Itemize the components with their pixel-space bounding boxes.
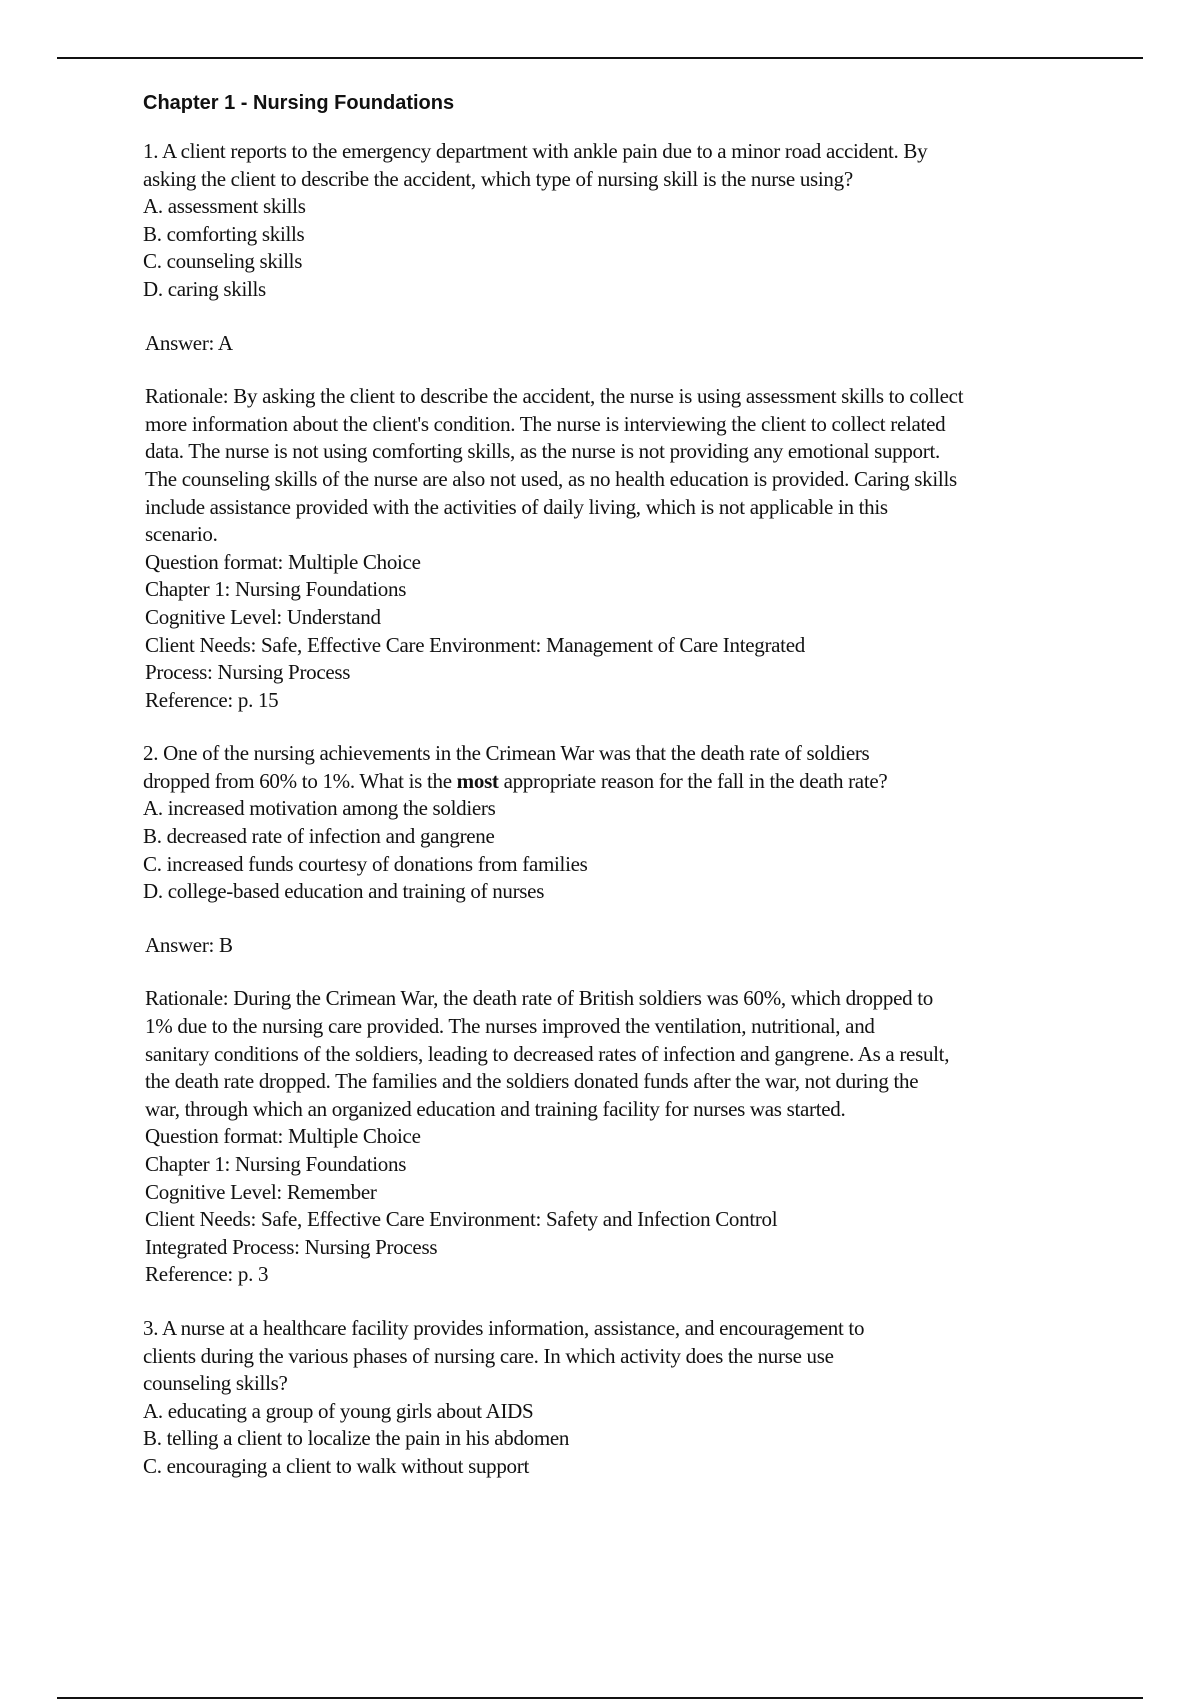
bottom-rule <box>57 1697 1143 1699</box>
cognitive-level: Cognitive Level: Understand <box>145 604 381 629</box>
option-a: A. increased motivation among the soldiers <box>143 796 496 821</box>
option-a: A. educating a group of young girls about AIDS <box>143 1398 534 1423</box>
top-rule <box>57 57 1143 59</box>
rationale-line: war, through which an organized education and training facility for nurses was started. <box>145 1096 846 1121</box>
cognitive-level: Cognitive Level: Remember <box>145 1179 377 1204</box>
stem-text: dropped from 60% to 1%. What is the <box>143 768 457 793</box>
rationale-line: The counseling skills of the nurse are also not used, as no health education is provided. Caring skills <box>145 466 957 491</box>
chapter-ref: Chapter 1: Nursing Foundations <box>145 577 407 602</box>
question-format: Question format: Multiple Choice <box>145 1124 421 1149</box>
option-c: C. counseling skills <box>143 249 303 274</box>
rationale-line: Rationale: During the Crimean War, the death rate of British soldiers was 60%, which dropped to <box>145 986 933 1011</box>
rationale-line: include assistance provided with the activities of daily living, which is not applicable in this <box>145 494 888 519</box>
question-stem-line <box>143 768 1073 796</box>
client-needs: Client Needs: Safe, Effective Care Environment: Safety and Infection Control <box>145 1207 778 1232</box>
question-1 <box>143 138 1073 304</box>
rationale-line: 1% due to the nursing care provided. The nurses improved the ventilation, nutritional, and <box>145 1014 875 1039</box>
rationale-line: data. The nurse is not using comforting skills, as the nurse is not providing any emotional support. <box>145 439 940 464</box>
option-b: B. telling a client to localize the pain in his abdomen <box>143 1426 570 1451</box>
rationale-1 <box>143 383 1073 714</box>
rationale-line: sanitary conditions of the soldiers, leading to decreased rates of infection and gangrene. As a result, <box>145 1041 950 1066</box>
answer-1: Answer: A <box>145 330 233 355</box>
reference: Reference: p. 15 <box>145 687 279 712</box>
question-3 <box>143 1315 1073 1481</box>
question-list <box>143 138 1073 1481</box>
question-stem-line: 3. A nurse at a healthcare facility provides information, assistance, and encouragement to <box>143 1315 865 1340</box>
option-b: B. decreased rate of infection and gangrene <box>143 824 495 849</box>
question-format: Question format: Multiple Choice <box>145 549 421 574</box>
option-a: A. assessment skills <box>143 194 306 219</box>
client-needs: Client Needs: Safe, Effective Care Environment: Management of Care Integrated <box>145 632 805 657</box>
rationale-line: the death rate dropped. The families and the soldiers donated funds after the war, not during the <box>145 1069 919 1094</box>
rationale-line: more information about the client's condition. The nurse is interviewing the client to collect related <box>145 411 946 436</box>
question-stem-line: asking the client to describe the accident, which type of nursing skill is the nurse using? <box>143 166 853 191</box>
question-stem-line: clients during the various phases of nursing care. In which activity does the nurse use <box>143 1343 834 1368</box>
question-stem-line: counseling skills? <box>143 1371 288 1396</box>
question-2 <box>143 740 1073 906</box>
option-d: D. college-based education and training of nurses <box>143 879 545 904</box>
rationale-line: scenario. <box>145 522 218 547</box>
chapter-title: Chapter 1 - Nursing Foundations <box>143 92 455 114</box>
reference: Reference: p. 3 <box>145 1262 269 1287</box>
chapter-ref: Chapter 1: Nursing Foundations <box>145 1152 407 1176</box>
option-c: C. encouraging a client to walk without support <box>143 1453 529 1478</box>
option-c: C. increased funds courtesy of donations from families <box>143 851 588 876</box>
rationale-line: Rationale: By asking the client to describe the accident, the nurse is using assessment skills to collect <box>145 384 964 409</box>
option-d: D. caring skills <box>143 276 266 301</box>
question-stem-line: 1. A client reports to the emergency department with ankle pain due to a minor road accident. By <box>143 139 928 163</box>
answer-2: Answer: B <box>145 932 233 957</box>
rationale-2 <box>143 985 1073 1289</box>
option-b: B. comforting skills <box>143 221 305 246</box>
question-stem-line: 2. One of the nursing achievements in the Crimean War was that the death rate of soldiers <box>143 741 870 766</box>
process: Process: Nursing Process <box>145 660 351 685</box>
page-content <box>143 90 1073 1507</box>
stem-emphasis: most <box>456 768 499 793</box>
process: Integrated Process: Nursing Process <box>145 1234 438 1259</box>
stem-text: appropriate reason for the fall in the death rate? <box>498 768 888 793</box>
